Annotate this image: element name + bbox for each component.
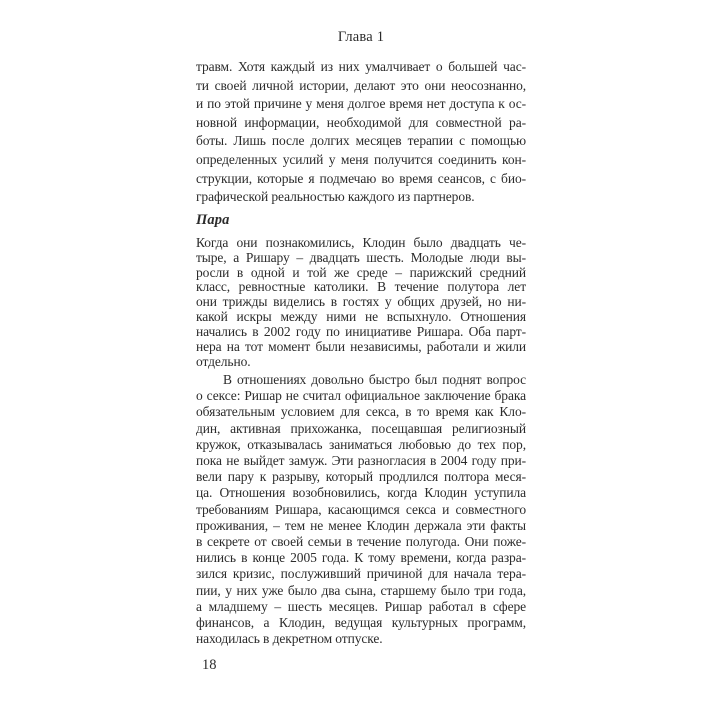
text-line: струкции, которые я подмечаю во время сеансов, с био- xyxy=(196,170,526,186)
text-line: нились в конце 2005 года. К тому времени, когда разра- xyxy=(196,550,526,566)
text-line: финансов, а Клодин, ведущая культурных программ, xyxy=(196,614,526,630)
text-line: они трижды виделись в гостях у общих друзей, но ни- xyxy=(196,294,526,310)
text-line: ти своей личной истории, делают это они неосознанно, xyxy=(196,77,526,93)
text-line: а младшему – шесть месяцев. Ришар работал в сфере xyxy=(196,598,526,614)
text-line: вели пару к разрыву, который продлился полтора меся- xyxy=(196,469,526,485)
text-line: какой искры между ними не вспыхнуло. Отношения xyxy=(196,309,526,325)
text-column xyxy=(196,58,526,647)
text-line: обязательным условием для секса, в то время как Кло- xyxy=(196,404,526,420)
text-line: класс, ревностные католики. В течение полутора лет xyxy=(196,279,526,295)
text-line: ца. Отношения возобновились, когда Клодин уступила xyxy=(196,485,526,501)
text-line: травм. Хотя каждый из них умалчивает о большей час- xyxy=(196,59,526,74)
chapter-running-header: Глава 1 xyxy=(337,29,385,45)
text-line: тыре, а Ришару – двадцать шесть. Молодые люди вы- xyxy=(196,249,526,265)
section-heading: Пара xyxy=(196,211,230,228)
para-2 xyxy=(196,236,526,370)
text-line: отдельно. xyxy=(196,354,251,369)
text-line: требованиям Ришара, касающимся секса и совместного xyxy=(196,501,526,517)
text-line: в секрете от своей семьи в течение полугода. Они поже- xyxy=(196,533,526,549)
text-line: зился кризис, послуживший причиной для начала тера- xyxy=(196,566,526,582)
text-line: дин, активная прихожанка, посещавшая религиозный xyxy=(196,420,526,436)
text-line: В отношениях довольно быстро был поднят вопрос xyxy=(223,371,526,387)
page-number: 18 xyxy=(202,657,217,673)
text-line: определенных усилий у меня получится соединить кон- xyxy=(196,151,526,167)
para-1 xyxy=(196,58,526,207)
text-line: Когда они познакомились, Клодин было двадцать че- xyxy=(196,234,526,250)
text-line: кружок, отказывалась заниматься любовью до тех пор, xyxy=(196,436,526,452)
text-line: начались в 2002 году по инициативе Ришара. Оба парт- xyxy=(196,324,526,340)
text-line: проживания, – тем не менее Клодин держала эти факты xyxy=(196,517,526,533)
text-line: новной информации, необходимой для совместной ра- xyxy=(196,114,526,130)
text-line: и по этой причине у меня долгое время нет доступа к ос- xyxy=(196,96,526,112)
text-line: графической реальностью каждого из партнеров. xyxy=(196,189,475,205)
text-line: нера на тот момент были независимы, работали и жили xyxy=(196,339,526,355)
text-line: о сексе: Ришар не считал официальное заключение брака xyxy=(196,388,526,404)
text-line: пии, у них уже было два сына, старшему было три года, xyxy=(196,582,526,598)
text-line: находилась в декретном отпуске. xyxy=(196,631,383,647)
para-3 xyxy=(196,372,526,647)
text-line: боты. Лишь после долгих месяцев терапии с помощью xyxy=(196,133,526,149)
text-line: пока не выйдет замуж. Эти разногласия в 2004 году при- xyxy=(196,452,526,468)
text-line: росли в одной и той же среде – парижский средний xyxy=(196,264,526,280)
